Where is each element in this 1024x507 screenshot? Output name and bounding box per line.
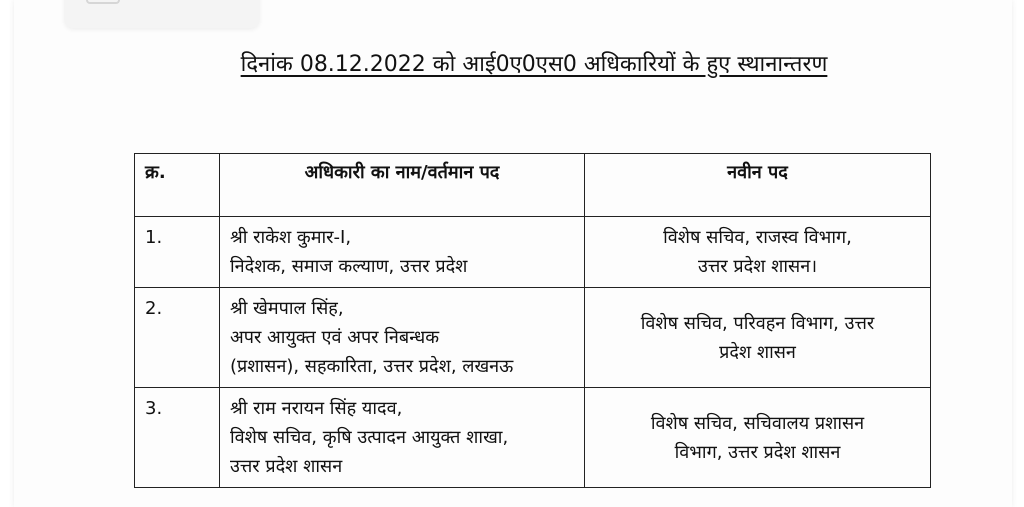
officer-line: श्री राकेश कुमार-I, [230,227,352,248]
overlay-icon [86,0,120,4]
overlay-badge [64,0,260,28]
table-row [135,288,931,388]
new-post-line: विभाग, उत्तर प्रदेश शासन [674,441,841,463]
new-post-line: विशेष सचिव, परिवहन विभाग, उत्तर [640,312,875,334]
new-post-cell [585,288,931,388]
serial-cell: 1. [135,217,220,288]
serial-cell: 3. [135,388,220,488]
new-post-cell [585,388,931,488]
officer-line: निदेशक, समाज कल्याण, उत्तर प्रदेश [230,256,468,277]
transfer-table [134,153,931,488]
new-post-line: विशेष सचिव, राजस्व विभाग, [663,227,852,248]
header-new-post: नवीन पद [585,154,931,217]
new-post-line: प्रदेश शासन [719,341,796,363]
officer-cell [220,388,585,488]
table-header-row [135,154,931,217]
officer-line: श्री राम नरायन सिंह यादव, [230,398,403,419]
officer-line: अपर आयुक्त एवं अपर निबन्धक [230,327,440,348]
table-row [135,217,931,288]
new-post-line: उत्तर प्रदेश शासन। [697,256,818,277]
page-title: दिनांक 08.12.2022 को आई0ए0एस0 अधिकारियों के हुए स्थानान्तरण [240,52,828,77]
table-row [135,388,931,488]
header-officer: अधिकारी का नाम/वर्तमान पद [220,154,585,217]
serial-cell: 2. [135,288,220,388]
header-serial: क्र. [135,154,220,217]
new-post-cell [585,217,931,288]
officer-line: श्री खेमपाल सिंह, [230,298,344,319]
new-post-line: विशेष सचिव, सचिवालय प्रशासन [650,412,865,434]
officer-line: विशेष सचिव, कृषि उत्पादन आयुक्त शाखा, [230,427,509,448]
officer-line: (प्रशासन), सहकारिता, उत्तर प्रदेश, लखनऊ [230,356,514,377]
officer-cell [220,288,585,388]
officer-line: उत्तर प्रदेश शासन [230,456,343,477]
officer-cell [220,217,585,288]
